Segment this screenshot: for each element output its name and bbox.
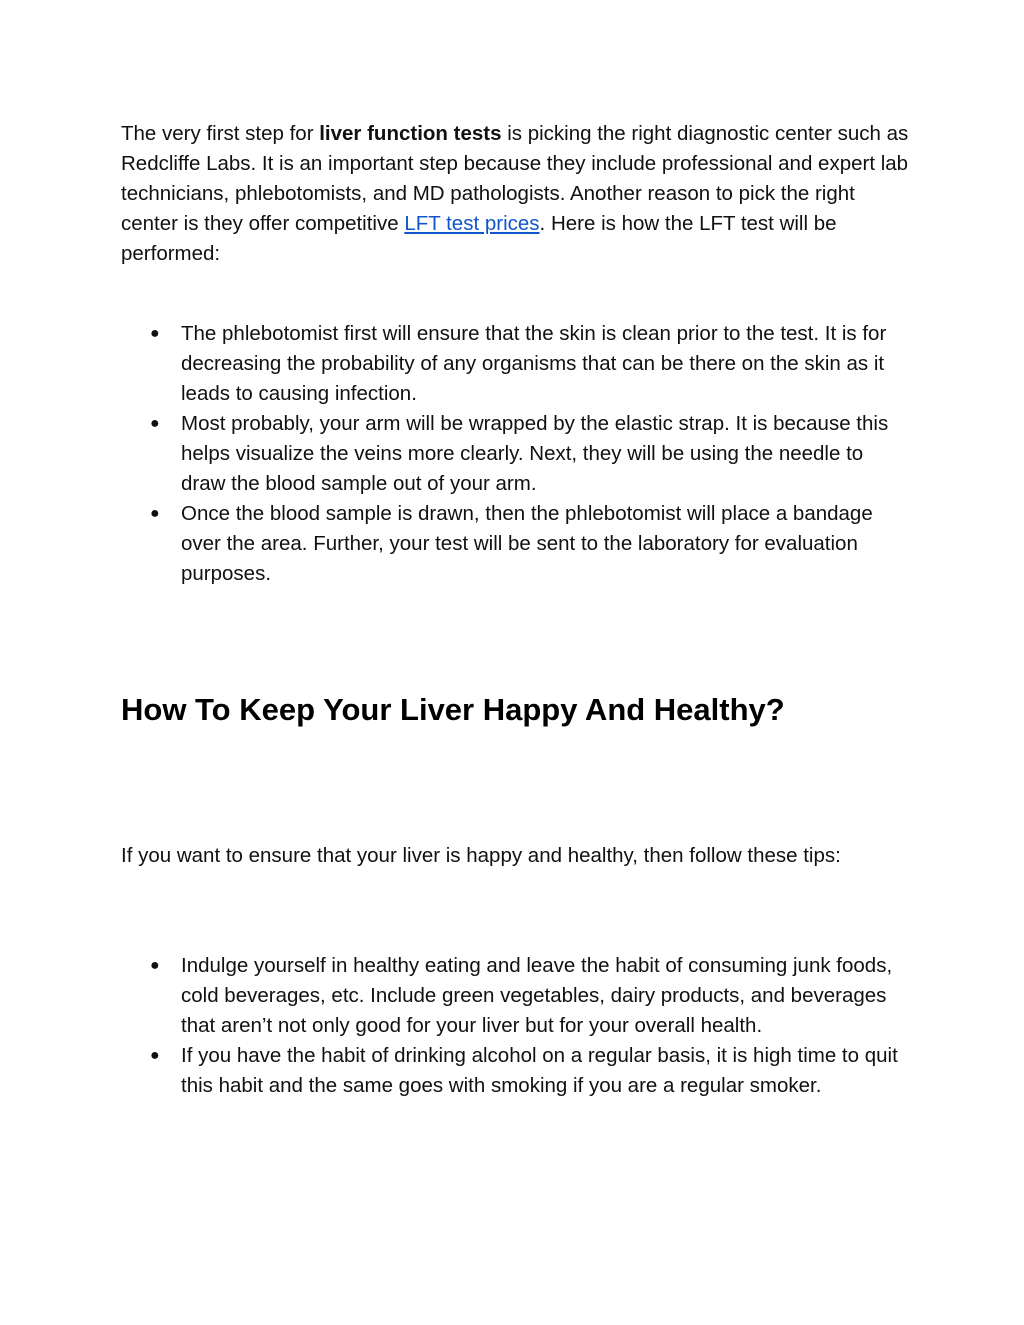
list-item-text: Most probably, your arm will be wrapped by the elastic strap. It is because this helps visualize the veins more clearly. Next, they will be using the needle to draw the blood sample out of your arm. xyxy=(181,412,889,495)
procedure-list xyxy=(121,319,911,589)
list-item-text: Once the blood sample is drawn, then the phlebotomist will place a bandage over the area. Further, your test will be sent to the laboratory for evaluation purposes. xyxy=(181,502,873,585)
bullet-icon: ● xyxy=(150,325,160,342)
list-item-text: If you have the habit of drinking alcohol on a regular basis, it is high time to quit this habit and the same goes with smoking if you are a regular smoker. xyxy=(181,1044,898,1097)
bullet-icon: ● xyxy=(150,505,160,522)
intro-text-2: is picking the right diagnostic center such as Redcliffe Labs. It is an important step because they include professional and expert lab technicians, phlebotomists, and MD pathologists. Another reason to pick the right center is they offer competitive xyxy=(121,122,909,235)
list-item xyxy=(121,319,911,409)
intro-paragraph xyxy=(121,119,911,269)
bullet-icon: ● xyxy=(150,415,160,432)
list-item xyxy=(121,499,911,589)
bullet-icon: ● xyxy=(150,1047,160,1064)
intro-text-1: The very first step for xyxy=(121,122,320,145)
section-heading: How To Keep Your Liver Happy And Healthy? xyxy=(121,692,785,727)
tips-list xyxy=(121,951,911,1101)
intro-bold-text: liver function tests xyxy=(319,122,502,145)
list-item-text: Indulge yourself in healthy eating and leave the habit of consuming junk foods, cold beverages, etc. Include green vegetables, dairy products, and beverages that aren’t not only good for your liver but for your overall health. xyxy=(181,954,893,1037)
list-item-text: The phlebotomist first will ensure that the skin is clean prior to the test. It is for decreasing the probability of any organisms that can be there on the skin as it leads to causing infection. xyxy=(181,322,887,405)
list-item xyxy=(121,1041,911,1101)
list-item xyxy=(121,951,911,1041)
bullet-icon: ● xyxy=(150,957,160,974)
intro-text-3: . Here is how the LFT test will be performed: xyxy=(121,212,837,265)
lft-test-prices-link[interactable]: LFT test prices xyxy=(404,212,540,235)
list-item xyxy=(121,409,911,499)
tips-intro-paragraph: If you want to ensure that your liver is happy and healthy, then follow these tips: xyxy=(121,844,841,867)
